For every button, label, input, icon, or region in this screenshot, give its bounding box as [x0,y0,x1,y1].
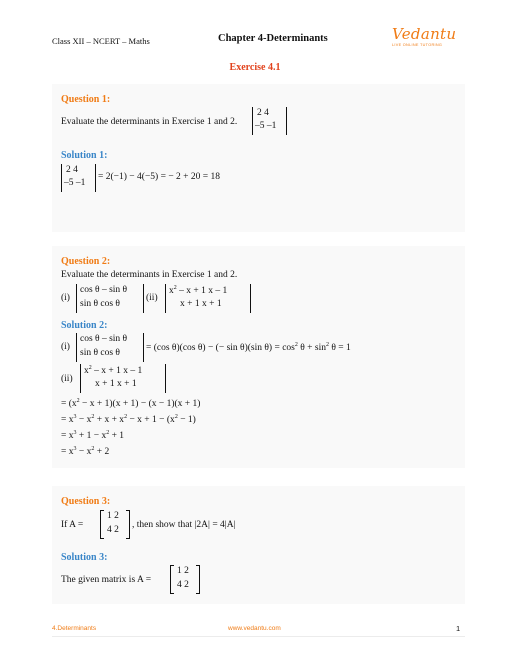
question-1-determinant [252,107,287,135]
solution-2-ii-line-4 [61,446,109,457]
expr-part: + 1 [109,431,125,442]
question-3-text-b: , then show that |2A| = 4|A| [132,520,236,530]
det-term: – x + 1 x – 1 [176,286,228,297]
exponent: 2 [91,446,95,452]
exponent: 2 [124,414,128,420]
exponent: 3 [73,446,77,452]
solution-2-ii-line-2 [61,414,196,425]
exercise-title: Exercise 4.1 [229,62,281,73]
det-row: –5 –1 [255,121,277,131]
det-row: x + 1 x + 1 [95,379,137,389]
logo-text: Vedantu [392,25,457,43]
matrix-row: 1 2 [107,511,119,521]
det-term: x [169,286,174,297]
exponent: 3 [73,430,77,436]
exponent: 2 [174,414,178,420]
expr-part: − x [76,447,92,458]
expr-part: = x [61,447,74,458]
det-term: x [84,366,89,377]
question-3-matrix [100,510,130,539]
expr-part: − x + 1)(x + 1) − (x − 1)(x + 1) [79,399,201,410]
sol-label-i: (i) [61,342,70,352]
exponent: 3 [73,414,77,420]
label-ii: (ii) [146,293,158,303]
question-2-text: Evaluate the determinants in Exercise 1 and 2. [61,270,238,280]
matrix-row: 4 2 [177,580,189,590]
question-3-heading: Question 3: [61,496,111,507]
solution-1-determinant [61,164,96,192]
det-row [84,365,142,376]
expr-part: θ = 1 [328,343,351,354]
solution-2-ii-line-3 [61,430,124,441]
question-2-determinant-ii [165,284,251,313]
exponent: 2 [325,342,329,348]
solution-2-determinant-ii [80,364,166,393]
expr-part: + x + x [94,415,125,426]
solution-1-heading: Solution 1: [61,150,108,161]
solution-2-heading: Solution 2: [61,320,108,331]
exponent: 2 [91,414,95,420]
expr-part: = (x [61,399,77,410]
det-row [169,285,227,296]
sol-label-ii: (ii) [61,374,73,384]
expr-part: − x [76,415,92,426]
question-1-text: Evaluate the determinants in Exercise 1 and 2. [61,117,238,127]
det-row: cos θ – sin θ [80,334,128,344]
question-2-box [52,246,465,468]
vedantu-logo [392,25,457,53]
det-term: – x + 1 x – 1 [91,366,143,377]
exponent: 2 [88,365,92,371]
logo-tagline: LIVE ONLINE TUTORING [392,43,443,47]
question-1-box [52,84,465,232]
det-row: 2 4 [257,108,269,118]
exponent: 2 [173,285,177,291]
footer-chapter-label: 4.Determinants [52,625,97,632]
solution-3-matrix [170,565,200,594]
det-row: –5 –1 [64,178,86,188]
footer-website-link[interactable]: www.vedantu.com [228,625,281,632]
expr-part: − x + 1 − (x [127,415,175,426]
solution-3-text: The given matrix is A = [61,575,152,585]
solution-3-heading: Solution 3: [61,552,108,563]
solution-2-i-expression [146,342,351,353]
matrix-row: 4 2 [107,525,119,535]
question-3-box [52,486,465,604]
det-row: sin θ cos θ [80,348,120,358]
solution-2-determinant-i [76,333,144,362]
label-i: (i) [61,293,70,303]
question-2-determinant-i [76,284,144,313]
expr-part: + 1 − x [76,431,107,442]
page-number: 1 [456,624,461,633]
det-row: 2 4 [66,165,78,175]
det-row: cos θ – sin θ [80,285,128,295]
question-2-heading: Question 2: [61,256,111,267]
footer-divider [52,636,465,637]
expr-part: θ + sin [297,343,326,354]
expr-part: − 1) [177,415,196,426]
expr-part: = x [61,415,74,426]
question-3-text-a: If A = [61,520,84,530]
exponent: 2 [294,342,298,348]
expr-part: + 2 [94,447,110,458]
class-label: Class XII – NCERT – Maths [52,36,150,46]
solution-1-expression: = 2(−1) − 4(−5) = − 2 + 20 = 18 [98,172,221,182]
chapter-title: Chapter 4-Determinants [218,33,328,44]
expr-part: = x [61,431,74,442]
expr-part: = (cos θ)(cos θ) − (− sin θ)(sin θ) = cos [146,343,295,354]
question-1-heading: Question 1: [61,94,111,105]
det-row: x + 1 x + 1 [180,299,222,309]
solution-2-ii-line-1 [61,398,200,409]
matrix-row: 1 2 [177,566,189,576]
exponent: 2 [76,398,80,404]
exponent: 2 [106,430,110,436]
det-row: sin θ cos θ [80,299,120,309]
